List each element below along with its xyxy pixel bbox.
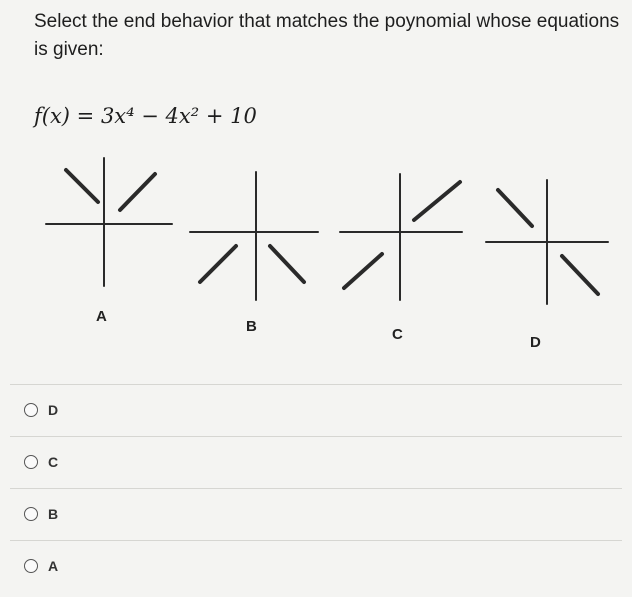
radio-c[interactable] bbox=[24, 455, 38, 469]
radio-a[interactable] bbox=[24, 559, 38, 573]
graphs-svg bbox=[0, 150, 632, 360]
option-d-label: D bbox=[48, 402, 59, 418]
graph-a-right-end bbox=[120, 174, 155, 210]
option-a[interactable] bbox=[0, 540, 632, 592]
graph-label-b: B bbox=[246, 318, 257, 335]
graph-b bbox=[190, 172, 318, 300]
graph-b-left-end bbox=[200, 246, 236, 282]
radio-b[interactable] bbox=[24, 507, 38, 521]
option-a-label: A bbox=[48, 558, 59, 574]
question-text: Select the end behavior that matches the poynomial whose equations is given: bbox=[34, 11, 620, 60]
graph-d-left-end bbox=[498, 190, 532, 226]
graph-choices bbox=[0, 150, 632, 360]
graph-d bbox=[486, 180, 608, 304]
radio-d[interactable] bbox=[24, 403, 38, 417]
graph-b-right-end bbox=[270, 246, 304, 282]
polynomial-equation: f(x) = 3x⁴ − 4x² + 10 bbox=[34, 104, 257, 128]
option-b[interactable] bbox=[0, 488, 632, 540]
graph-label-c: C bbox=[392, 326, 403, 343]
graph-d-right-end bbox=[562, 256, 598, 294]
graph-label-a: A bbox=[96, 308, 107, 325]
graph-a bbox=[46, 158, 172, 286]
graph-a-left-end bbox=[66, 170, 98, 202]
option-b-label: B bbox=[48, 506, 59, 522]
option-c-label: C bbox=[48, 454, 59, 470]
graph-c-left-end bbox=[344, 254, 382, 288]
graph-c-right-end bbox=[414, 182, 460, 220]
option-c[interactable] bbox=[0, 436, 632, 488]
graph-label-d: D bbox=[530, 334, 541, 351]
option-d[interactable] bbox=[0, 384, 632, 436]
graph-c bbox=[340, 174, 462, 300]
